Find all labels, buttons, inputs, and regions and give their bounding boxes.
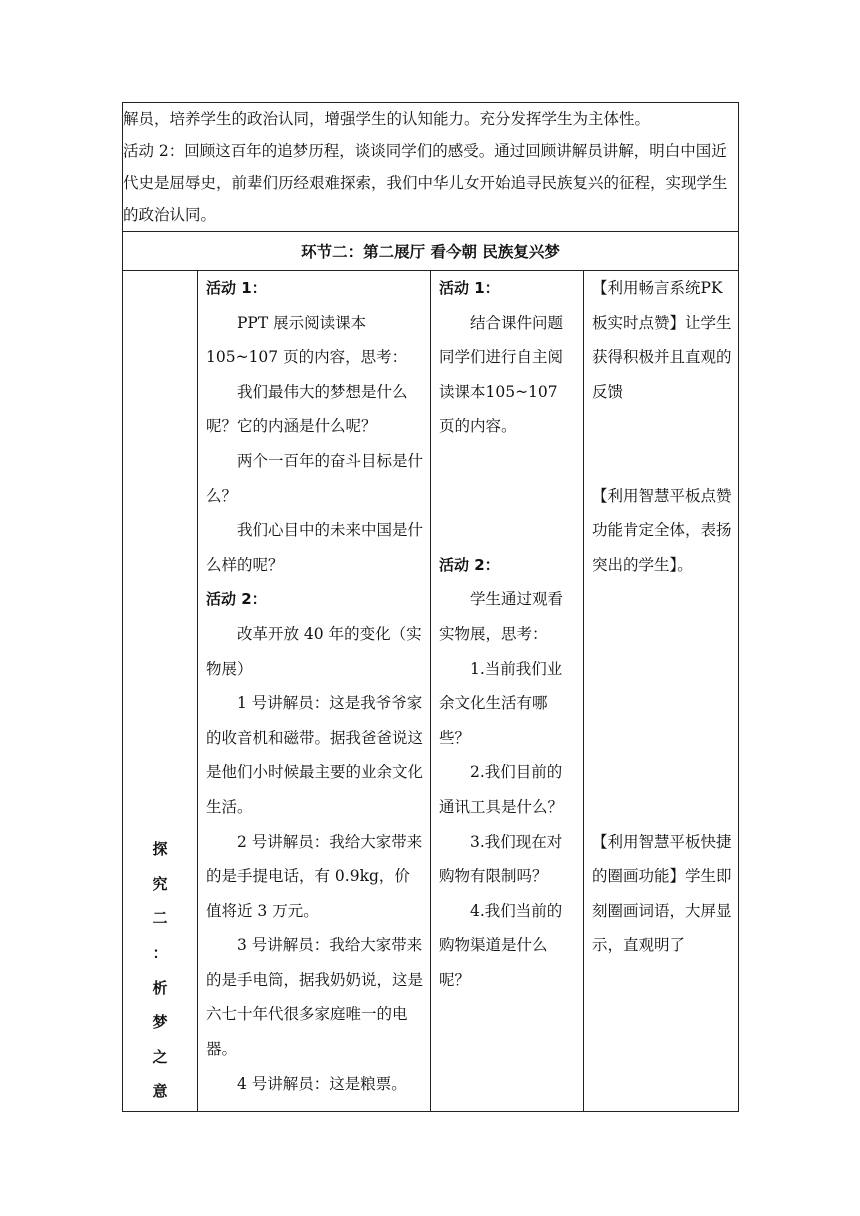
design-note-3: 【利用智慧平板快捷的圈画功能】学生即刻圈画词语，大屏显示，直观明了 [592, 832, 732, 955]
student-question-3: 3.我们现在对购物有限制吗？ [439, 832, 563, 886]
design-notes-content [584, 271, 738, 1111]
student-question-4: 4.我们当前的购物渠道是什么呢？ [439, 901, 563, 989]
teacher-question-1: 我们最伟大的梦想是什么呢？它的内涵是什么呢？ [206, 382, 408, 436]
stage-label-vertical [123, 832, 197, 1109]
stage-label-char: ： [152, 944, 168, 963]
student-activity-1-title: 活动 1： [439, 279, 500, 297]
stage-label-cell [123, 271, 198, 1112]
stage-label-char: 意 [152, 1082, 168, 1101]
design-note-2: 【利用智慧平板点赞功能肯定全体，表扬突出的学生】。 [592, 486, 732, 574]
guide-3-text: 3 号讲解员：我给大家带来的是手电筒，据我奶奶说，这是六七十年代很多家庭唯一的电器。 [206, 936, 424, 1059]
design-note-1: 【利用畅言系统PK 板实时点赞】让学生获得积极并且直观的反馈 [592, 279, 732, 401]
guide-4-text: 4 号讲解员：这是粮票。 [237, 1074, 407, 1093]
activity-row [123, 271, 739, 1112]
intro-cell [123, 103, 739, 232]
student-activity-2-text: 学生通过观看实物展，思考： [439, 590, 564, 643]
teacher-activity-content [198, 271, 430, 1111]
section-title: 环节二：第二展厅 看今朝 民族复兴梦 [123, 232, 739, 271]
student-question-1: 1.当前我们业余文化生活有哪些？ [439, 659, 563, 747]
teacher-question-3: 我们心目中的未来中国是什么样的呢？ [206, 521, 424, 574]
lesson-plan-table [122, 102, 739, 1112]
stage-label-char: 析 [152, 978, 168, 997]
teacher-question-2: 两个一百年的奋斗目标是什么？ [206, 451, 424, 505]
student-activity-cell [431, 271, 584, 1112]
teacher-activity-cell [198, 271, 431, 1112]
intro-line-1: 解员，培养学生的政治认同，增强学生的认知能力。充分发挥学生为主体性。 [123, 110, 651, 128]
student-activity-1-text: 结合课件问题同学们进行自主阅读课本105~107 页的内容。 [439, 313, 564, 436]
stage-label-char: 探 [152, 840, 168, 859]
stage-label-char: 梦 [152, 1013, 168, 1032]
design-notes-cell [584, 271, 739, 1112]
student-question-2: 2.我们目前的通讯工具是什么？ [439, 763, 564, 816]
teacher-activity-2-intro: 改革开放 40 年的变化（实物展） [206, 624, 422, 678]
guide-2-text: 2 号讲解员：我给大家带来的是手提电话，有 0.9kg，价值将近 3 万元。 [206, 832, 423, 920]
stage-label-char: 究 [152, 874, 168, 893]
student-activity-content [431, 271, 583, 1111]
teacher-activity-1-title: 活动 1： [206, 279, 267, 297]
intro-row [123, 103, 739, 232]
student-activity-2-title: 活动 2： [439, 555, 500, 574]
teacher-activity-1-intro: PPT 展示阅读课本105~107 页的内容，思考： [206, 313, 408, 367]
section-header-row [123, 232, 739, 271]
teacher-activity-2-title: 活动 2： [206, 590, 267, 609]
stage-label-char: 之 [152, 1047, 168, 1066]
intro-paragraph-2: 活动 2：回顾这百年的追梦历程，谈谈同学们的感受。通过回顾讲解员讲解，明白中国近代史是屈辱史，前辈们历经艰难探索，我们中华儿女开始追寻民族复兴的征程，实现学生的政治认同。 [123, 142, 728, 224]
stage-label-char: 二 [152, 909, 168, 928]
guide-1-text: 1 号讲解员：这是我爷爷家的收音机和磁带。据我爸爸说这是他们小时候最主要的业余文化生活。 [206, 694, 424, 816]
